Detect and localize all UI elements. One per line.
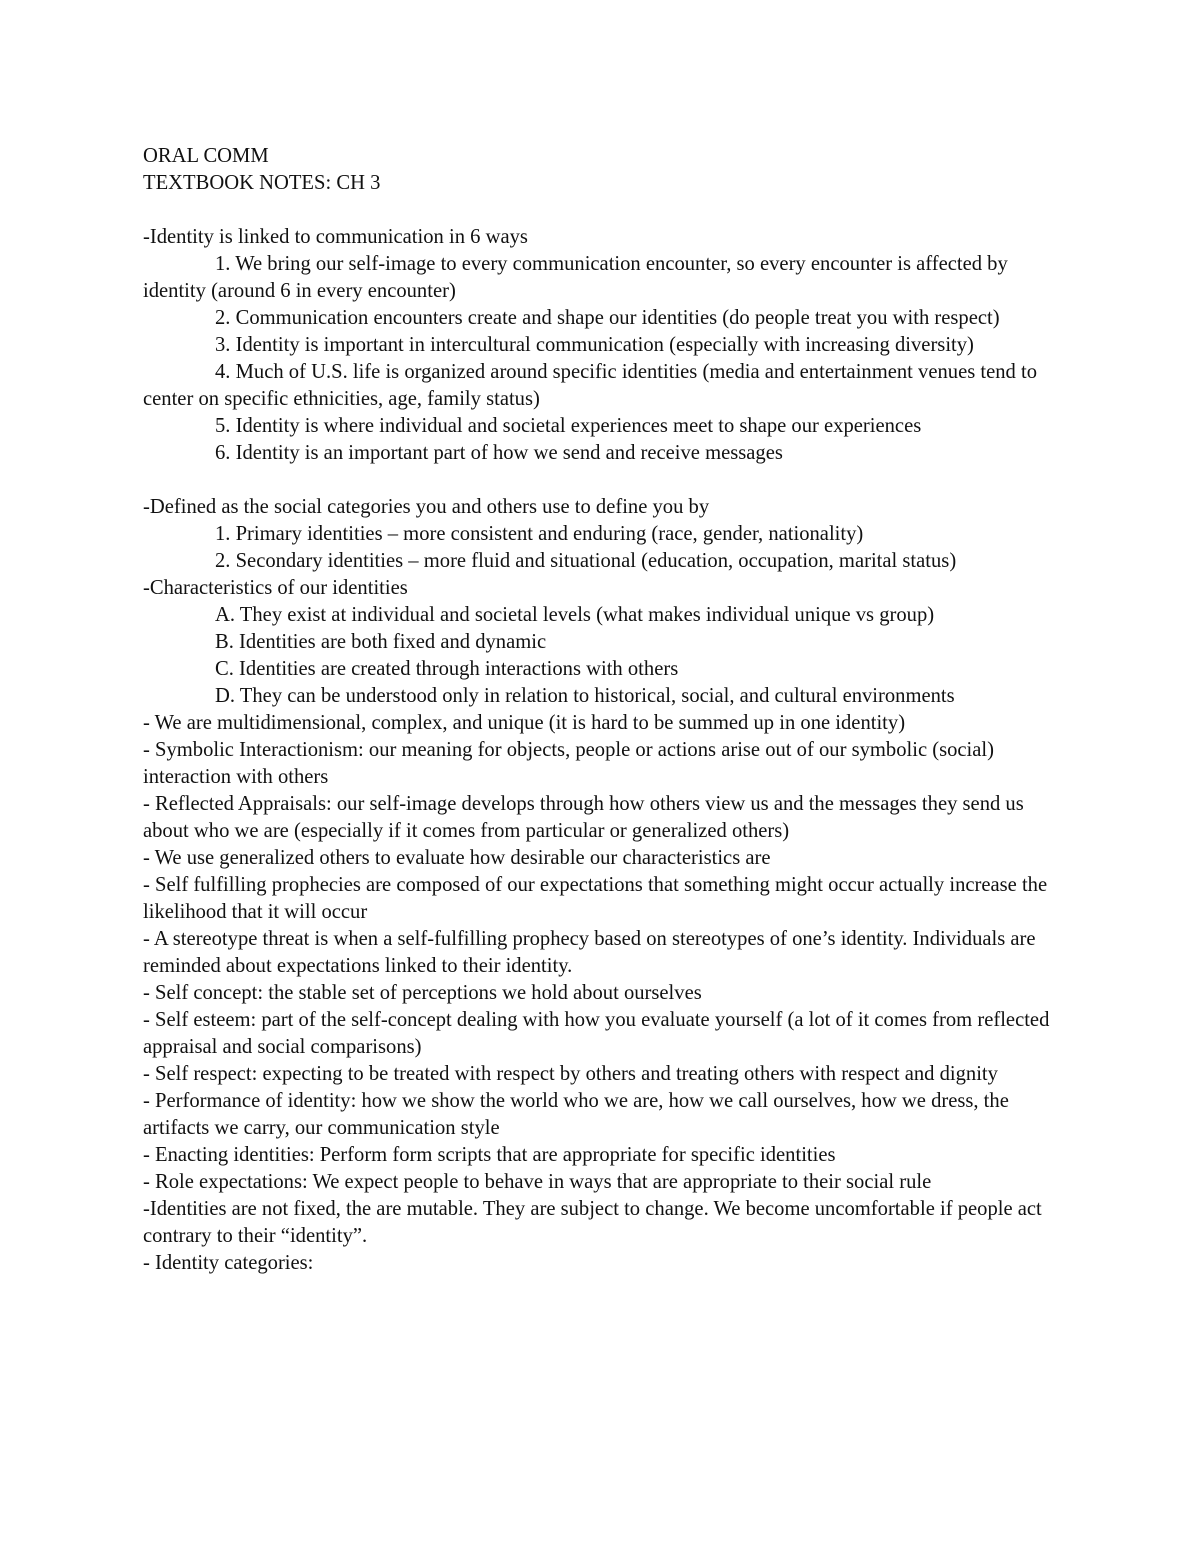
list-item: A. They exist at individual and societal levels (what makes individual unique vs group): [215, 604, 935, 626]
list-item: 2. Secondary identities – more fluid and situational (education, occupation, marital status): [215, 550, 957, 572]
notes-subtitle: TEXTBOOK NOTES: CH 3: [143, 172, 381, 194]
list-item: 4. Much of U.S. life is organized around specific identities (media and entertainment venues tend to center on specific ethnicities, age, family status): [143, 361, 1037, 410]
note-item: - Identity categories:: [143, 1252, 314, 1274]
list-item: 1. Primary identities – more consistent and enduring (race, gender, nationality): [215, 523, 864, 545]
section-intro-identity-ways: -Identity is linked to communication in 6 ways: [143, 226, 528, 248]
list-item: 2. Communication encounters create and shape our identities (do people treat you with respect): [215, 307, 1000, 329]
blank-line: [143, 467, 1073, 494]
list-item: 6. Identity is an important part of how we send and receive messages: [215, 442, 783, 464]
note-item: - Performance of identity: how we show the world who we are, how we call ourselves, how we dress, the artifacts we carry, our communication style: [143, 1090, 1009, 1139]
note-item: - Self fulfilling prophecies are composed of our expectations that something might occur actually increase the likelihood that it will occur: [143, 874, 1048, 923]
note-item: - Self respect: expecting to be treated with respect by others and treating others with respect and dignity: [143, 1063, 998, 1085]
list-item: D. They can be understood only in relation to historical, social, and cultural environments: [215, 685, 955, 707]
course-title: ORAL COMM: [143, 145, 269, 167]
list-item: 3. Identity is important in intercultural communication (especially with increasing diversity): [215, 334, 974, 356]
note-item: - Self concept: the stable set of perceptions we hold about ourselves: [143, 982, 702, 1004]
note-item: - Symbolic Interactionism: our meaning for objects, people or actions arise out of our symbolic (social) interaction with others: [143, 739, 994, 788]
section-intro-characteristics: -Characteristics of our identities: [143, 577, 408, 599]
blank-line: [143, 197, 1073, 224]
note-item: - Reflected Appraisals: our self-image develops through how others view us and the messages they send us about who we are (especially if it comes from particular or generalized others): [143, 793, 1024, 842]
note-item: - We are multidimensional, complex, and unique (it is hard to be summed up in one identity): [143, 712, 906, 734]
note-item: - We use generalized others to evaluate how desirable our characteristics are: [143, 847, 771, 869]
list-item: 1. We bring our self-image to every communication encounter, so every encounter is affected by identity (around 6 in every encounter): [143, 253, 1008, 302]
notes-body: [143, 143, 1073, 1277]
list-item: 5. Identity is where individual and societal experiences meet to shape our experiences: [215, 415, 922, 437]
note-item: -Identities are not fixed, the are mutable. They are subject to change. We become uncomfortable if people act contrary to their “identity”.: [143, 1198, 1042, 1247]
list-item: B. Identities are both fixed and dynamic: [215, 631, 547, 653]
note-item: - Enacting identities: Perform form scripts that are appropriate for specific identities: [143, 1144, 836, 1166]
list-item: C. Identities are created through interactions with others: [215, 658, 679, 680]
note-item: - A stereotype threat is when a self-fulfilling prophecy based on stereotypes of one’s identity. Individuals are reminded about expectations linked to their identity.: [143, 928, 1036, 977]
note-item: - Role expectations: We expect people to behave in ways that are appropriate to their social rule: [143, 1171, 932, 1193]
section-intro-definition: -Defined as the social categories you and others use to define you by: [143, 496, 710, 518]
note-item: - Self esteem: part of the self-concept dealing with how you evaluate yourself (a lot of it comes from reflected appraisal and social comparisons): [143, 1009, 1050, 1058]
